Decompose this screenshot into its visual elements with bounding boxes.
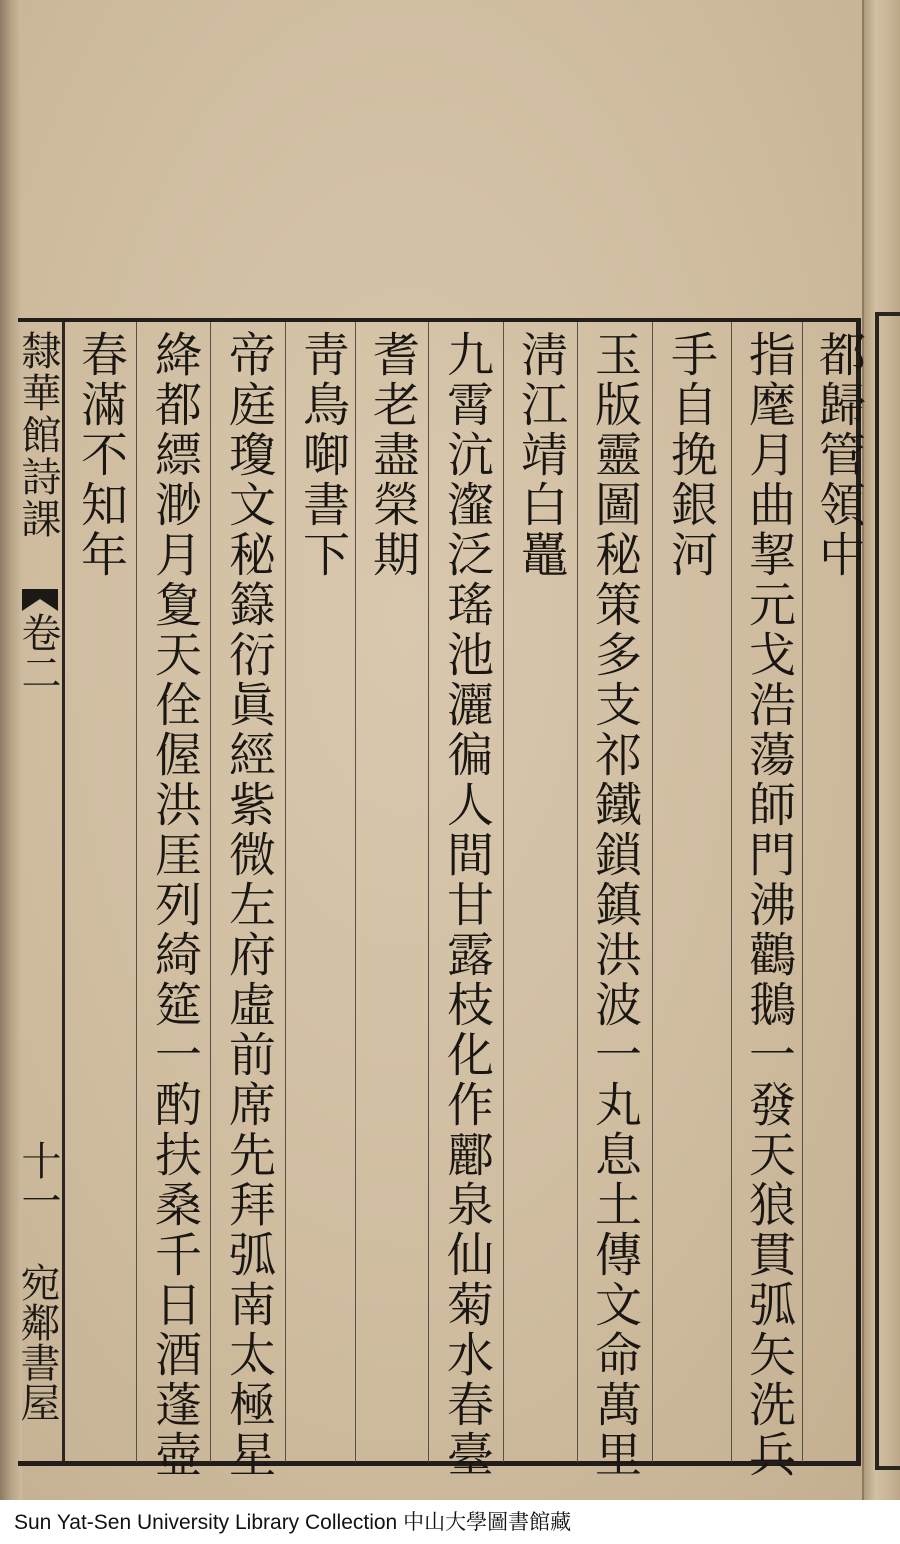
text-column-5: 淸江靖白鼉 — [513, 330, 568, 580]
column-rule — [210, 322, 211, 1462]
banxin-rule — [62, 322, 65, 1462]
publisher-name: 宛鄰書屋 — [14, 1262, 60, 1422]
text-column-3: 手自挽銀河 — [663, 330, 718, 580]
column-rule — [355, 322, 356, 1462]
text-column-2: 指麾月曲挈元戈浩蕩師門沸鸛鵝一發天狼貫弧矢洗兵 — [741, 330, 796, 1480]
folio-number: 十一 — [15, 1140, 61, 1220]
column-rule — [652, 322, 653, 1462]
text-column-4: 玉版靈圖秘策多支祁鐵鎖鎮洪波一丸息土傳文命萬里 — [587, 330, 642, 1480]
text-column-9: 帝庭瓊文秘籙衍眞經紫微左府虛前席先拜弧南太極星 — [221, 330, 276, 1480]
text-column-1: 都歸管領中 — [811, 330, 866, 580]
juan-number: 卷二 — [15, 612, 61, 692]
text-column-10: 絳都縹渺月夐天佺偓洪厓列綺筵一酌扶桑千日酒蓬壺 — [147, 330, 202, 1480]
facing-page-frame — [875, 312, 900, 1470]
column-rule — [802, 322, 803, 1462]
text-column-7: 耆老盡榮期 — [365, 330, 420, 580]
text-column-11: 春滿不知年 — [73, 330, 128, 580]
column-rule — [577, 322, 578, 1462]
text-column-6: 九霄沆瀣泛瑤池灑徧人間甘露枝化作酈泉仙菊水春臺 — [439, 330, 494, 1480]
column-rule — [731, 322, 732, 1462]
text-column-8: 靑鳥啣書下 — [295, 330, 350, 580]
column-rule — [428, 322, 429, 1462]
column-rule — [285, 322, 286, 1462]
fishtail-mark — [20, 585, 60, 615]
banxin-title: 隸華館詩課 — [15, 330, 61, 540]
column-rule — [503, 322, 504, 1462]
column-rule — [136, 322, 137, 1462]
library-caption: Sun Yat-Sen University Library Collection 中山大學圖書館藏 — [14, 1511, 572, 1534]
